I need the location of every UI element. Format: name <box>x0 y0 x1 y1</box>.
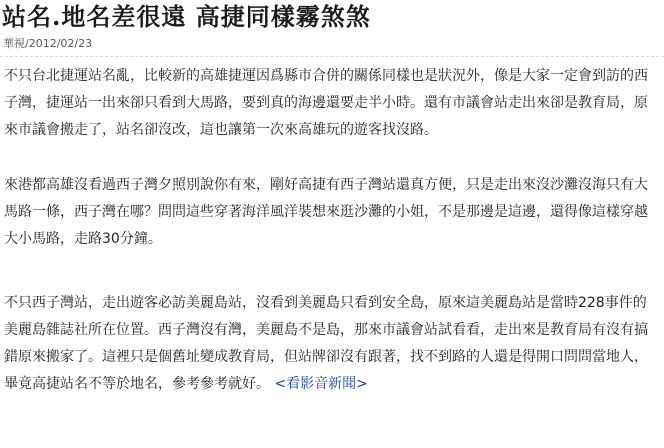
article-paragraph <box>4 290 660 398</box>
watch-video-news-link[interactable]: <看影音新聞> <box>274 376 368 392</box>
article-paragraph: 來港都高雄沒看過西子灣夕照別說你有來，剛好高捷有西子灣站還真方便，只是走出來沒沙灘沒海只有大馬路一條，西子灣在哪？問問這些穿著海洋風洋裝想來逛沙灘的小姐，不是那邊是這邊，還得像這樣穿越大小馬路，走路30分鐘。 <box>4 177 648 247</box>
article-paragraph: 不只台北捷運站名亂，比較新的高雄捷運因爲縣市合併的關係同樣也是狀況外，像是大家一定會到訪的西子灣，捷運站一出來卻只看到大馬路，要到真的海邊還要走半小時。還有市議會站走出來卻是教育局，原來市議會搬走了，站名卻沒改，這也讓第一次來高雄玩的遊客找沒路。 <box>4 68 648 138</box>
article-source-date: 華視/2012/02/23 <box>3 37 93 50</box>
divider <box>0 56 664 57</box>
article-title: 站名.地名差很遠 高捷同樣霧煞煞 <box>2 2 371 31</box>
article-paragraph-text: 不只西子灣站，走出遊客必訪美麗島站，沒看到美麗島只看到安全島，原來這美麗島站是當時228事件的美麗島雜誌社所在位置。西子灣沒有灣，美麗島不是島，那來市議會站試看看，走出來是教育局有沒有搞錯原來搬家了。這裡只是個舊址變成教育局，但站牌卻沒有跟著，找不到路的人還是得開口問問當地人，畢竟高捷站名不等於地名，參考參考就好。 <box>4 295 648 392</box>
